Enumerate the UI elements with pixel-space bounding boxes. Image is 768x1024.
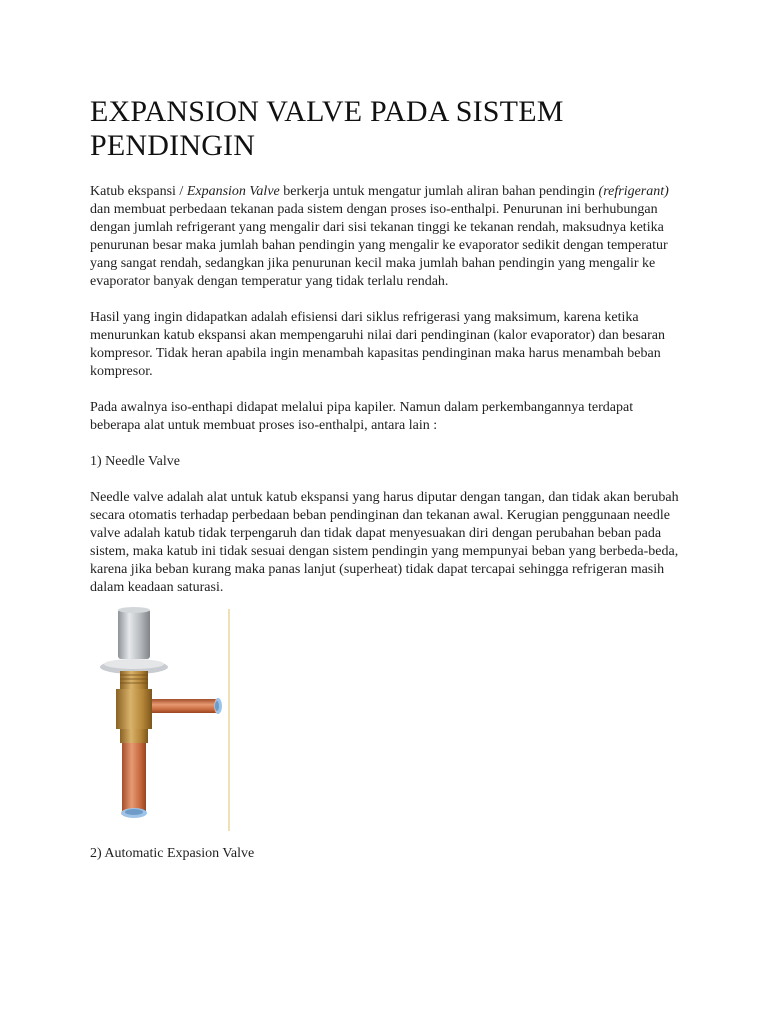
list-item-automatic-expansion-valve: 2) Automatic Expasion Valve (90, 846, 255, 861)
paragraph-intro (90, 183, 686, 291)
paragraph-intro-italic-2: (refrigerant) (598, 184, 669, 199)
page-title-line-2: PENDINGIN (90, 129, 256, 162)
paragraph-intro-text-1: Katub ekspansi / (90, 184, 187, 199)
page-title-line-1: EXPANSION VALVE PADA SISTEM (90, 95, 564, 128)
valve-inlet-pipe-shape (122, 743, 146, 811)
paragraph-needle-valve: Needle valve adalah alat untuk katub ekspansi yang harus diputar dengan tangan, dan tidak akan berubah secara otomatis terhadap perbedaan beban pendinginan dan tekanan awal. Kerugian penggunaan needle valve adalah katub tidak terpengaruh dan tidak dapat menyesuakan diri dengan perubahan beban pada sistem, maka katub ini tidak sesuai dengan sistem pendingin yang mempunyai beban yang berbeda-beda, karena jika beban kurang maka panas lanjut (superheat) tidak dapat tercapai sehingga refrigeran masih dalam keadaan saturasi. (90, 490, 679, 595)
document-page (90, 95, 686, 863)
paragraph-intro-italic-1: Expansion Valve (186, 184, 280, 199)
paragraph-intro-text-2: berkerja untuk mengatur jumlah aliran bahan pendingin (279, 184, 599, 199)
valve-cap-shape (118, 609, 150, 659)
valve-lower-fitting-shape (120, 729, 148, 743)
page-title (90, 95, 686, 163)
expansion-valve-photo-icon (90, 607, 250, 833)
valve-neck-shape (120, 671, 148, 689)
valve-cap-top-shape (118, 607, 150, 613)
paragraph-efficiency: Hasil yang ingin didapatkan adalah efisiensi dari siklus refrigerasi yang maksimum, karena ketika menurunkan katub ekspansi akan mempengaruhi nilai dari pendinginan (kalor evaporator) dan besaran kompresor. Tidak heran apabila ingin menambah kapasitas pendinginan maka harus menambah beban kompresor. (90, 310, 665, 379)
paragraph-intro-text-3: dan membuat perbedaan tekanan pada sistem dengan proses iso-enthalpi. Penurunan ini berhubungan dengan jumlah refrigerant yang mengalir dari sisi tekanan tinggi ke tekanan rendah, maksudnya ketika penurunan besar maka jumlah bahan pendingin yang mengalir ke evaporator sedikit dengan temperatur yang sangat rendah, sedangkan jika penurunan kecil maka jumlah bahan pendingin yang mengalir ke evaporator banyak dengan temperatur yang tidak terlalu rendah. (90, 202, 668, 289)
expansion-valve-image (90, 607, 250, 833)
list-item-needle-valve: 1) Needle Valve (90, 454, 180, 469)
valve-outlet-pipe-shape (152, 699, 218, 713)
valve-body-shape (116, 689, 152, 729)
paragraph-iso-enthalpy: Pada awalnya iso-enthapi didapat melalui pipa kapiler. Namun dalam perkembangannya terdapat beberapa alat untuk membuat proses iso-enthalpi, antara lain : (90, 400, 634, 433)
valve-flange-highlight-shape (104, 659, 164, 669)
